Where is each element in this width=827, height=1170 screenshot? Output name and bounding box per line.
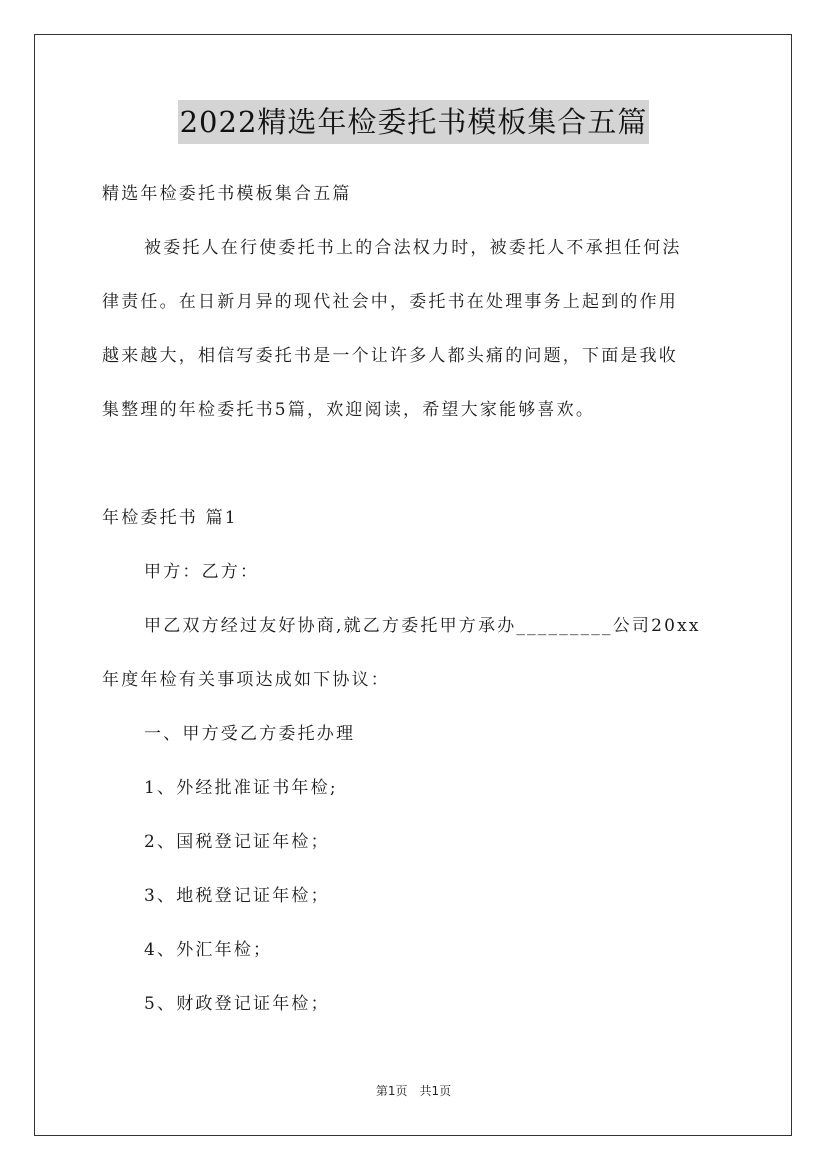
document-title-text: 2022精选年检委托书模板集合五篇 xyxy=(178,100,650,144)
page-footer xyxy=(0,1083,827,1099)
list-item: 1、外经批准证书年检; xyxy=(144,778,338,798)
list-item: 5、财政登记证年检； xyxy=(144,994,330,1014)
list-item: 4、外汇年检； xyxy=(144,940,273,960)
clause-heading: 一、甲方受乙方委托办理 xyxy=(144,724,356,744)
page-number: 第1页 xyxy=(375,1084,408,1098)
section-heading: 年检委托书 篇1 xyxy=(102,508,238,528)
list-item: 2、国税登记证年检； xyxy=(144,832,330,852)
list-item: 3、地税登记证年检； xyxy=(144,886,330,906)
agreement-line-2: 年度年检有关事项达成如下协议： xyxy=(102,670,390,690)
intro-line-1: 被委托人在行使委托书上的合法权力时，被委托人不承担任何法 xyxy=(144,238,682,258)
page-total: 共1页 xyxy=(419,1084,452,1098)
document-title xyxy=(0,100,827,144)
parties-line: 甲方：乙方： xyxy=(144,562,260,582)
document-subtitle: 精选年检委托书模板集合五篇 xyxy=(102,184,352,204)
agreement-line-1: 甲乙双方经过友好协商,就乙方委托甲方承办_________公司20xx xyxy=(144,616,701,636)
intro-line-4: 集整理的年检委托书5篇，欢迎阅读，希望大家能够喜欢。 xyxy=(102,400,596,420)
intro-line-3: 越来越大，相信写委托书是一个让许多人都头痛的问题，下面是我收 xyxy=(102,346,678,366)
intro-line-2: 律责任。在日新月异的现代社会中，委托书在处理事务上起到的作用 xyxy=(102,292,678,312)
